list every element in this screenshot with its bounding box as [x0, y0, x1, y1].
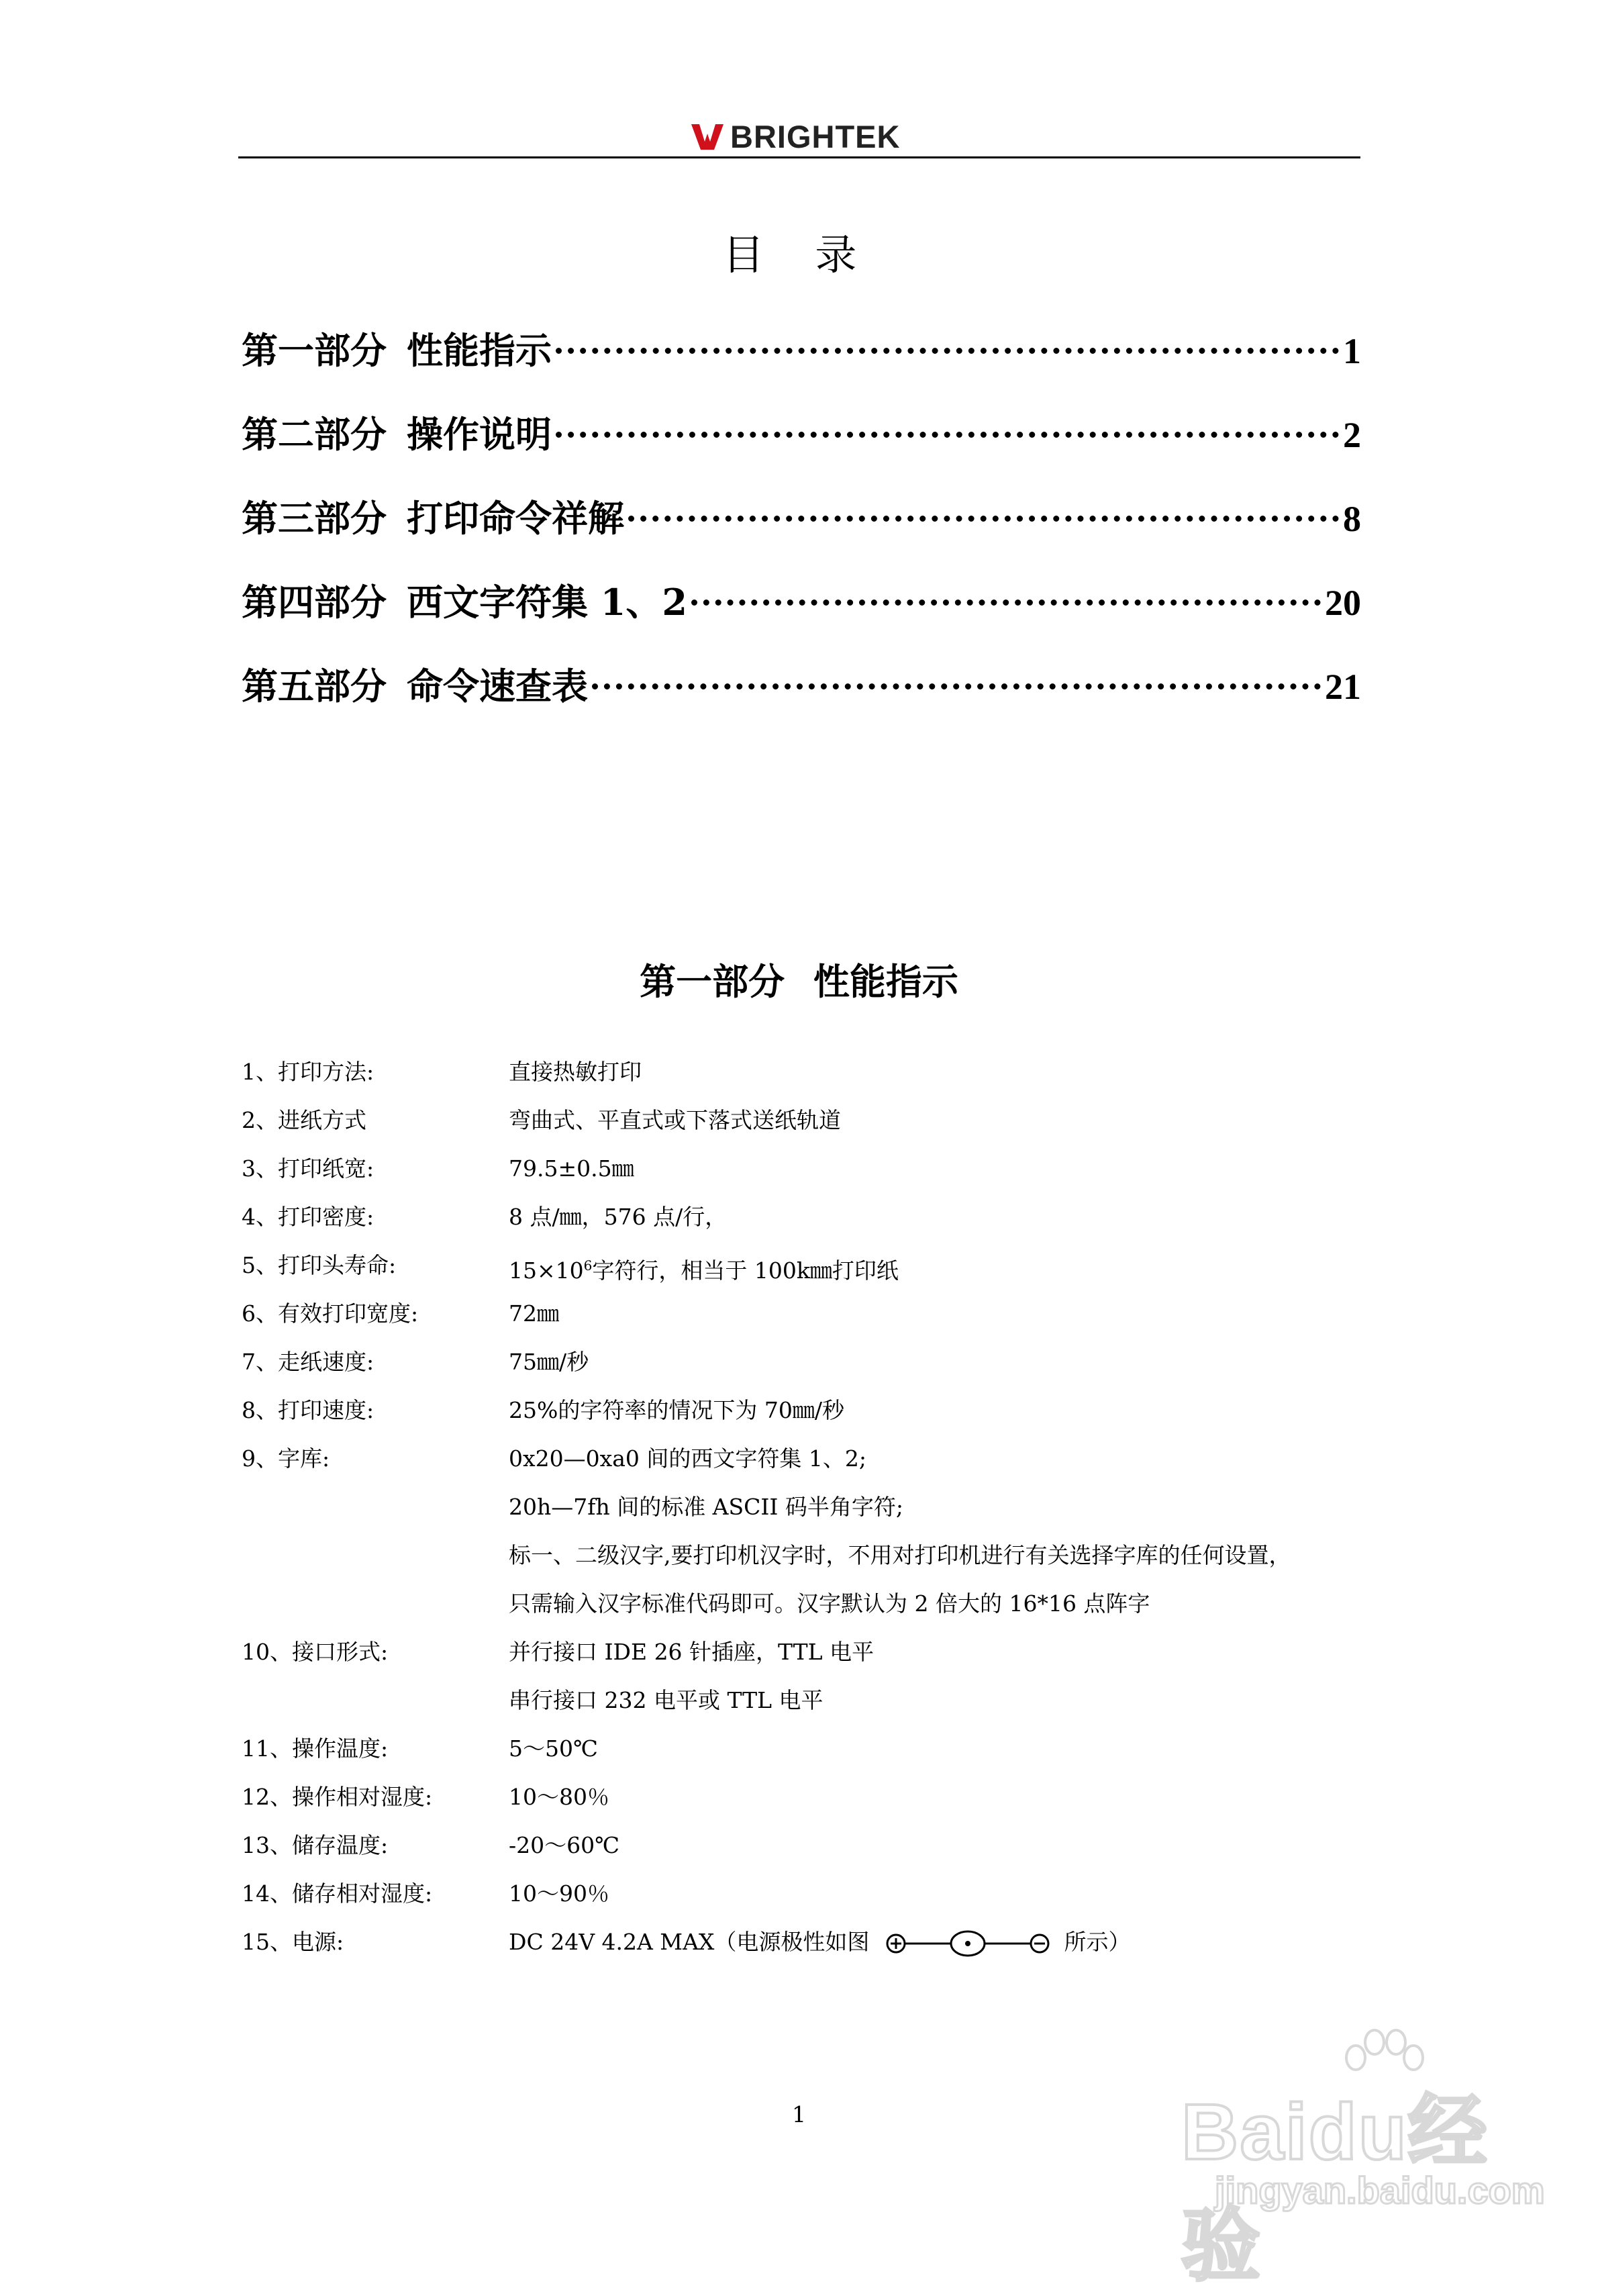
- spec-row: [242, 1632, 1383, 1672]
- toc-leader: [556, 432, 1339, 438]
- spec-value-post: 所示）: [1064, 1929, 1131, 1955]
- spec-row: [242, 1535, 1383, 1576]
- spec-row: [242, 1439, 1383, 1479]
- spec-label: 9、字库:: [242, 1445, 330, 1472]
- spec-row: [242, 1052, 1383, 1092]
- spec-row: [242, 1584, 1383, 1624]
- toc-part: 第二部分: [242, 413, 387, 456]
- toc-page: 21: [1325, 667, 1361, 707]
- toc-part: 第三部分: [242, 497, 387, 540]
- section-title: 性能指示: [813, 960, 958, 1003]
- spec-value: 串行接口 232 电平或 TTL 电平: [509, 1687, 823, 1713]
- spec-label: 14、储存相对湿度:: [242, 1880, 433, 1907]
- spec-value: 并行接口 IDE 26 针插座，TTL 电平: [509, 1639, 875, 1665]
- spec-value: -20～60℃: [509, 1832, 620, 1858]
- spec-value: 79.5±0.5㎜: [509, 1155, 634, 1182]
- spec-label: 8、打印速度:: [242, 1397, 374, 1423]
- toc-entry[interactable]: [242, 490, 1361, 544]
- section-heading: [0, 953, 1598, 1005]
- toc-page: 1: [1343, 331, 1361, 371]
- brand-logo: [690, 113, 911, 160]
- spec-value-exponent: 6: [583, 1257, 593, 1274]
- spec-row: [242, 1680, 1383, 1721]
- spec-label: 4、打印密度:: [242, 1204, 374, 1230]
- spec-value: 直接热敏打印: [509, 1059, 642, 1085]
- section-part: 第一部分: [640, 960, 785, 1003]
- toc-entry-title: 性能指示: [407, 329, 552, 372]
- spec-row: [242, 1294, 1383, 1334]
- spec-value-pre: 15×10: [509, 1257, 584, 1284]
- spec-label: 3、打印纸宽:: [242, 1155, 374, 1182]
- toc-entry-title: 操作说明: [407, 413, 552, 456]
- header-rule: [238, 156, 1360, 158]
- spec-row: [242, 1777, 1383, 1817]
- spec-value: 标一、二级汉字,要打印机汉字时，不用对打印机进行有关选择字库的任何设置，: [509, 1542, 1291, 1568]
- spec-value: 10～90％: [509, 1880, 609, 1907]
- toc-part: 第五部分: [242, 665, 387, 708]
- spec-value: 75㎜/秒: [509, 1349, 589, 1375]
- spec-label: 11、操作温度:: [242, 1735, 389, 1762]
- toc-entry[interactable]: [242, 658, 1361, 712]
- page-number: 1: [792, 2101, 806, 2127]
- spec-label: 13、储存温度:: [242, 1832, 389, 1858]
- power-polarity-icon: [884, 1930, 1052, 1957]
- spec-label: 1、打印方法:: [242, 1059, 374, 1085]
- baidu-watermark: [1134, 2027, 1545, 2291]
- toc-leader: [556, 348, 1339, 354]
- spec-value: 10～80％: [509, 1784, 609, 1810]
- spec-value: 20h—7fh 间的标准 ASCII 码半角字符;: [509, 1494, 904, 1520]
- spec-label: 5、打印头寿命:: [242, 1252, 397, 1278]
- toc-title: 目 录: [722, 230, 876, 279]
- toc-entry-title: 西文字符集 1、2: [407, 581, 687, 624]
- spec-row: [242, 1149, 1383, 1189]
- spec-label: 2、进纸方式: [242, 1107, 366, 1133]
- spec-value: 0x20—0xa0 间的西文字符集 1、2;: [509, 1445, 866, 1472]
- brightek-logo-icon: [690, 119, 725, 154]
- spec-value: [509, 1245, 899, 1291]
- spec-label: 10、接口形式:: [242, 1639, 389, 1665]
- spec-value: 25%的字符率的情况下为 70㎜/秒: [509, 1397, 844, 1423]
- toc-part: 第四部分: [242, 581, 387, 624]
- spec-value: 只需输入汉字标准代码即可。汉字默认为 2 倍大的 16*16 点阵字: [509, 1590, 1150, 1617]
- toc-leader: [691, 600, 1321, 606]
- toc-entry-title: 命令速查表: [407, 665, 588, 708]
- spec-label: 12、操作相对湿度:: [242, 1784, 433, 1810]
- spec-row: [242, 1487, 1383, 1527]
- toc-leader: [592, 683, 1321, 689]
- spec-value: 弯曲式、平直式或下落式送纸轨道: [509, 1107, 841, 1133]
- spec-label: 6、有效打印宽度:: [242, 1300, 419, 1327]
- spec-row: [242, 1874, 1383, 1914]
- spec-row: [242, 1729, 1383, 1769]
- toc-entry-title: 打印命令祥解: [407, 497, 624, 540]
- toc-page: 2: [1343, 415, 1361, 455]
- spec-row: [242, 1197, 1383, 1237]
- toc-entry[interactable]: [242, 406, 1361, 460]
- watermark-brand: Baidu经验: [1181, 2088, 1489, 2291]
- spec-row: [242, 1922, 1383, 1962]
- spec-value: 72㎜: [509, 1300, 559, 1327]
- spec-value-pre: DC 24V 4.2A MAX（电源极性如图: [509, 1929, 870, 1955]
- spec-label: 15、电源:: [242, 1929, 344, 1955]
- spec-label: 7、走纸速度:: [242, 1349, 374, 1375]
- toc-part: 第一部分: [242, 329, 387, 372]
- toc-entry[interactable]: [242, 322, 1361, 376]
- spec-value: 5～50℃: [509, 1735, 598, 1762]
- spec-row: [242, 1342, 1383, 1382]
- spec-value-post: 字符行，相当于 100k㎜打印纸: [592, 1257, 899, 1284]
- spec-row: [242, 1825, 1383, 1866]
- toc-entry[interactable]: [242, 574, 1361, 628]
- watermark-url: jingyan.baidu.com: [1215, 2169, 1545, 2211]
- spec-value: 8 点/㎜，576 点/行，: [509, 1204, 728, 1230]
- toc-page: 8: [1343, 499, 1361, 539]
- spec-value: [509, 1922, 1130, 1962]
- toc-leader: [628, 516, 1339, 522]
- spec-row: [242, 1100, 1383, 1141]
- spec-row: [242, 1245, 1383, 1286]
- spec-row: [242, 1390, 1383, 1431]
- brand-name: BRIGHTEK: [730, 118, 901, 154]
- toc-page: 20: [1325, 583, 1361, 623]
